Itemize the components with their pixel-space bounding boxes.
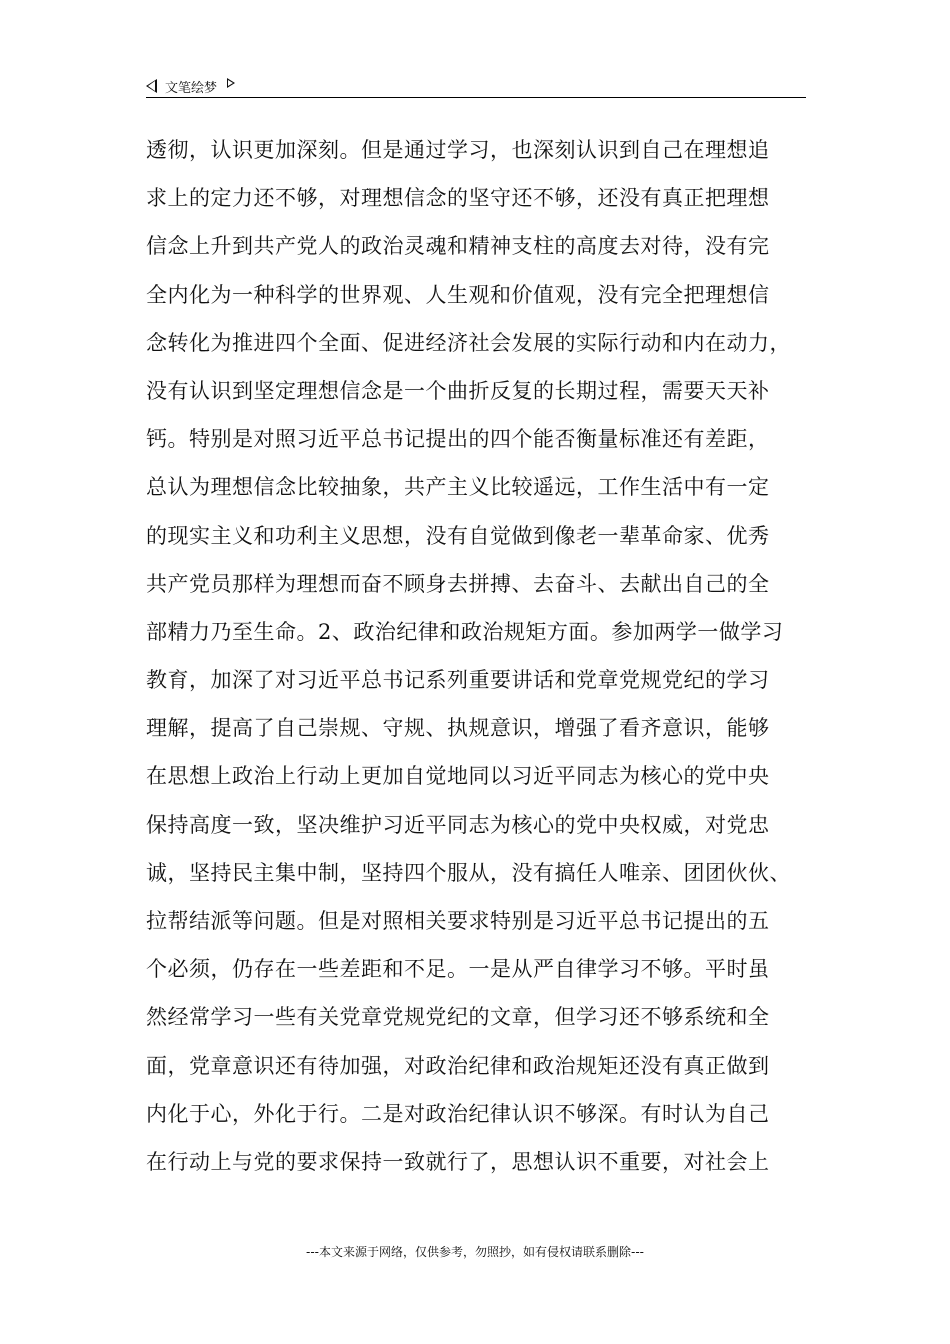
text-line: 没有认识到坚定理想信念是一个曲折反复的长期过程，需要天天补: [146, 378, 770, 403]
text-line: 个必须，仍存在一些差距和不足。一是从严自律学习不够。平时虽: [146, 957, 770, 982]
text-line: 部精力乃至生命。2、政治纪律和政治规矩方面。参加两学一做学习: [146, 619, 784, 644]
header-divider: [146, 97, 806, 98]
triangle-left-icon: [146, 79, 157, 93]
footer-disclaimer: ---本文来源于网络，仅供参考，勿照抄，如有侵权请联系删除---: [306, 1245, 644, 1259]
text-line: 共产党员那样为理想而奋不顾身去拼搏、去奋斗、去献出自己的全: [146, 571, 770, 596]
text-line: 内化于心，外化于行。二是对政治纪律认识不够深。有时认为自己: [146, 1101, 770, 1126]
body-paragraph: [146, 126, 810, 1186]
text-line: 理解，提高了自己崇规、守规、执规意识，增强了看齐意识，能够: [146, 716, 770, 741]
text-line: 总认为理想信念比较抽象，共产主义比较遥远，工作生活中有一定: [146, 475, 770, 500]
page-header: [146, 76, 235, 96]
text-line: 透彻，认识更加深刻。但是通过学习，也深刻认识到自己在理想追: [146, 138, 770, 162]
text-line: 在行动上与党的要求保持一致就行了，思想认识不重要，对社会上: [146, 1149, 770, 1174]
text-line: 然经常学习一些有关党章党规党纪的文章，但学习还不够系统和全: [146, 1005, 770, 1030]
text-line: 全内化为一种科学的世界观、人生观和价值观，没有完全把理想信: [146, 282, 770, 307]
text-line: 诚，坚持民主集中制，坚持四个服从，没有搞任人唯亲、团团伙伙、: [146, 860, 791, 885]
triangle-right-icon: [227, 78, 235, 88]
text-line: 求上的定力还不够，对理想信念的坚守还不够，还没有真正把理想: [146, 186, 770, 211]
text-line: 教育，加深了对习近平总书记系列重要讲话和党章党规党纪的学习: [146, 668, 770, 693]
header-title: 文笔绘梦: [165, 80, 218, 96]
text-line: 念转化为推进四个全面、促进经济社会发展的实际行动和内在动力，: [146, 330, 791, 355]
text-line: 的现实主义和功利主义思想，没有自觉做到像老一辈革命家、优秀: [146, 523, 770, 548]
text-line: 钙。特别是对照习近平总书记提出的四个能否衡量标准还有差距，: [146, 427, 770, 452]
text-line: 保持高度一致，坚决维护习近平同志为核心的党中央权威，对党忠: [146, 812, 770, 837]
text-line: 信念上升到共产党人的政治灵魂和精神支柱的高度去对待，没有完: [146, 234, 770, 259]
text-line: 面，党章意识还有待加强，对政治纪律和政治规矩还没有真正做到: [146, 1053, 770, 1078]
text-line: 拉帮结派等问题。但是对照相关要求特别是习近平总书记提出的五: [146, 909, 770, 933]
text-line: 在思想上政治上行动上更加自觉地同以习近平同志为核心的党中央: [146, 764, 770, 789]
